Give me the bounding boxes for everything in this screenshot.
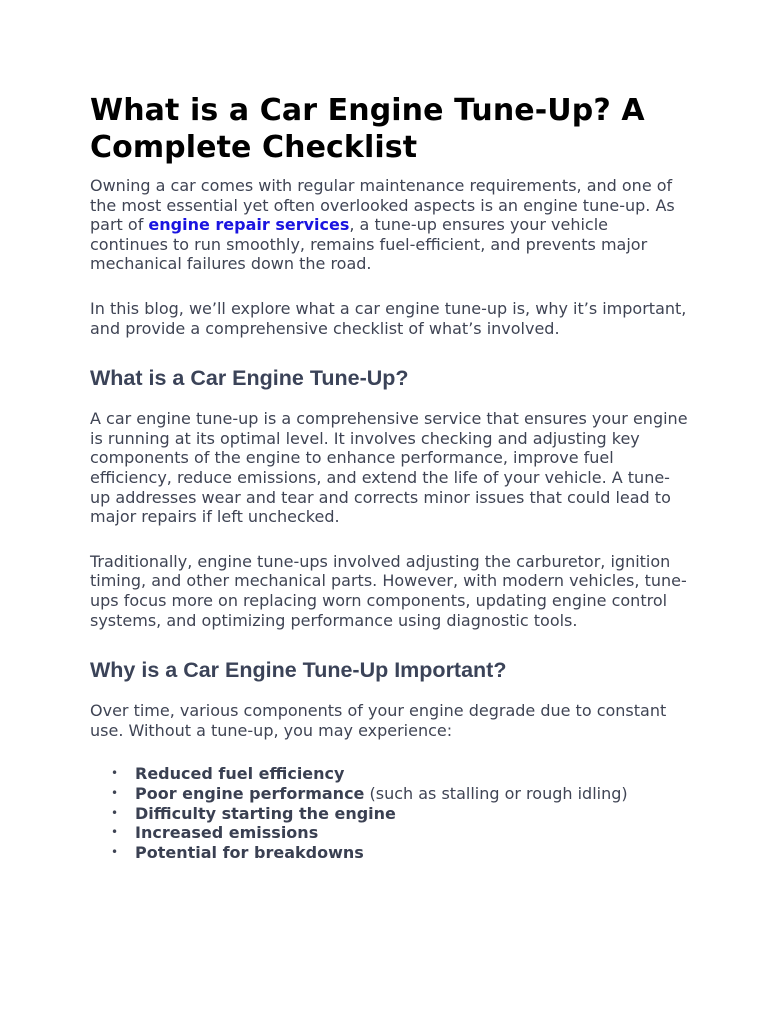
blog-intro-paragraph: In this blog, we’ll explore what a car engine tune-up is, why it’s important, and provide a comprehensive checklist of what’s involved. [90,298,687,338]
page-title: What is a Car Engine Tune-Up? A Complete Checklist [90,93,645,165]
list-item-bold: Increased emissions [135,823,319,843]
definition-paragraph: A car engine tune-up is a comprehensive service that ensures your engine is running at its optimal level. It involves checking and adjusting key components of the engine to enhance performance, improve fuel efficiency, reduce emissions, and extend the life of your vehicle. A tune-up addresses wear and tear and corrects minor issues that could lead to major repairs if left unchecked. [90,409,688,527]
symptoms-list [90,764,690,863]
intro-text-after: , a tune-up ensures your vehicle continues to run smoothly, remains fuel-efficient, and prevents major mechanical failures down the road. [90,215,648,274]
list-item-rest: (such as stalling or rough idling) [364,783,628,803]
history-paragraph: Traditionally, engine tune-ups involved adjusting the carburetor, ignition timing, and other mechanical parts. However, with modern vehicles, tune-ups focus more on replacing worn components, updating engine control systems, and optimizing performance using diagnostic tools. [90,551,687,630]
list-item-bold: Difficulty starting the engine [135,803,396,823]
list-item-bold: Poor engine performance [135,783,365,803]
intro-paragraph [90,176,690,274]
list-item [135,804,690,824]
section-heading-why-important: Why is a Car Engine Tune-Up Important? [90,658,507,683]
list-item-bold: Reduced fuel efficiency [135,764,345,784]
section-heading-what-is: What is a Car Engine Tune-Up? [90,366,409,391]
list-item [135,823,690,843]
list-item [135,784,690,804]
engine-repair-services-link[interactable]: engine repair services [148,215,350,235]
list-item [135,764,690,784]
intro-text-before: Owning a car comes with regular maintenance requirements, and one of the most essential yet often overlooked aspects is an engine tune-up. As part of [90,176,675,235]
list-item [135,843,690,863]
why-paragraph: Over time, various components of your engine degrade due to constant use. Without a tune-up, you may experience: [90,701,667,740]
article [90,92,690,863]
list-item-bold: Potential for breakdowns [135,843,364,863]
